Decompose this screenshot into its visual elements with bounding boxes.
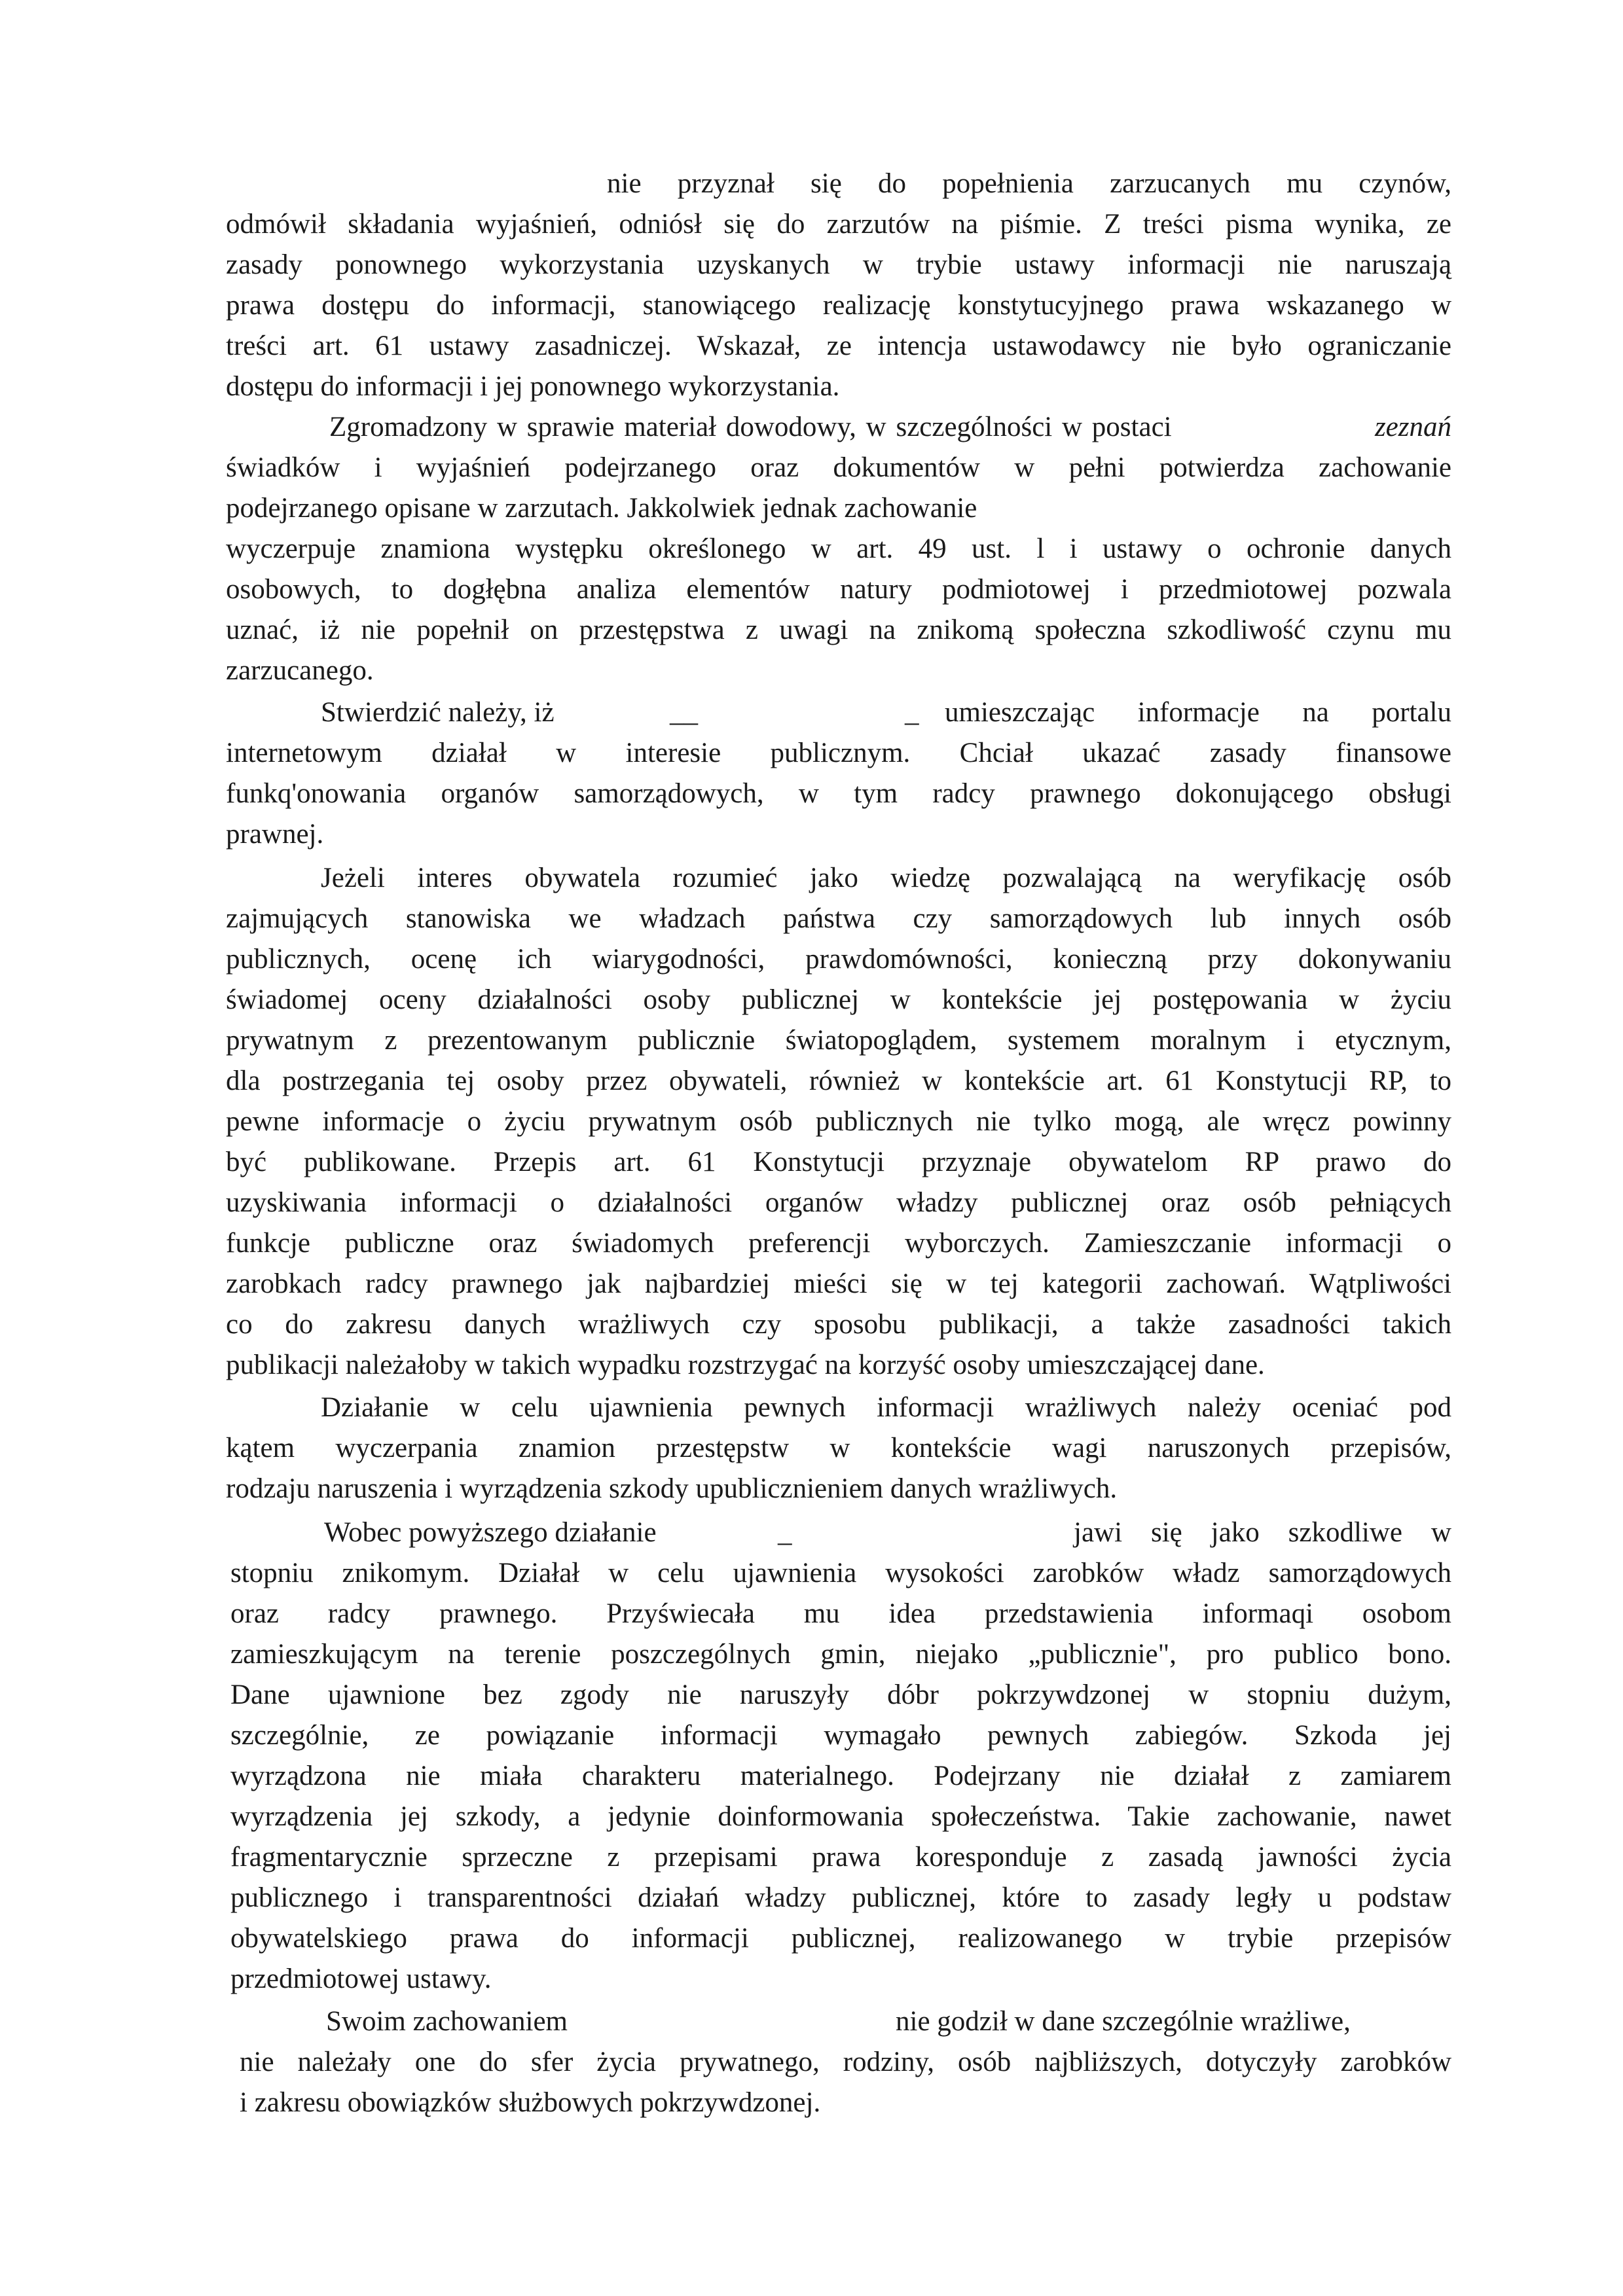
text-line: internetowym działał w interesie publicznym. Chciał ukazać zasady finansowe bbox=[226, 738, 1451, 768]
text-line: treści art. 61 ustawy zasadniczej. Wskazał, ze intencja ustawodawcy nie było ograniczanie bbox=[226, 331, 1451, 361]
text-line: Działanie w celu ujawnienia pewnych informacji wrażliwych należy oceniać pod bbox=[321, 1392, 1451, 1423]
text-line: co do zakresu danych wrażliwych czy sposobu publikacji, a także zasadności takich bbox=[226, 1309, 1451, 1340]
italic-word: zeznań bbox=[1374, 412, 1451, 442]
text-line: osobowych, to dogłębna analiza elementów natury podmiotowej i przedmiotowej pozwala bbox=[226, 574, 1451, 605]
text-line: zamieszkującym na terenie poszczególnych gmin, niejako „publicznie", pro publico bono. bbox=[230, 1639, 1451, 1670]
text-line: świadomej oceny działalności osoby publicznej w kontekście jej postępowania w życiu bbox=[226, 984, 1451, 1015]
text-line: Stwierdzić należy, iż bbox=[321, 697, 555, 728]
text-line: zajmujących stanowiska we władzach państwa czy samorządowych lub innych osób bbox=[226, 903, 1451, 934]
redaction-mark: _ bbox=[905, 697, 919, 728]
text-line: prywatnym z prezentowanym publicznie światopoglądem, systemem moralnym i etycznym, bbox=[226, 1025, 1451, 1056]
text-line: rodzaju naruszenia i wyrządzenia szkody upublicznieniem danych wrażliwych. bbox=[226, 1473, 1118, 1504]
text-span: Zgromadzony w sprawie materiał dowodowy, w szczególności w postaci bbox=[329, 412, 1172, 442]
text-line: wyrządzenia jej szkody, a jedynie doinformowania społeczeństwa. Takie zachowanie, nawet bbox=[230, 1801, 1451, 1832]
text-line: zarzucanego. bbox=[226, 655, 374, 686]
text-line: nie godził w dane szczególnie wrażliwe, bbox=[896, 2006, 1351, 2037]
text-line bbox=[329, 407, 1451, 448]
text-line: kątem wyczerpania znamion przestępstw w kontekście wagi naruszonych przepisów, bbox=[226, 1433, 1451, 1463]
text-line: Swoim zachowaniem bbox=[326, 2006, 568, 2037]
text-line: stopniu znikomym. Działał w celu ujawnienia wysokości zarobków władz samorządowych bbox=[230, 1558, 1451, 1588]
text-line: szczególnie, ze powiązanie informacji wymagało pewnych zabiegów. Szkoda jej bbox=[230, 1720, 1451, 1751]
text-line: obywatelskiego prawa do informacji publicznej, realizowanego w trybie przepisów bbox=[230, 1923, 1451, 1954]
text-line: być publikowane. Przepis art. 61 Konstytucji przyznaje obywatelom RP prawo do bbox=[226, 1147, 1451, 1177]
text-line: Dane ujawnione bez zgody nie naruszyły dóbr pokrzywdzonej w stopniu dużym, bbox=[230, 1679, 1451, 1710]
text-line: umieszczając informacje na portalu bbox=[945, 697, 1451, 728]
text-line: zasady ponownego wykorzystania uzyskanych w trybie ustawy informacji nie naruszają bbox=[226, 249, 1451, 280]
text-line: funkcje publiczne oraz świadomych preferencji wyborczych. Zamieszczanie informacji o bbox=[226, 1228, 1451, 1259]
redaction-mark: __ bbox=[670, 697, 698, 728]
text-line: świadków i wyjaśnień podejrzanego oraz dokumentów w pełni potwierdza zachowanie bbox=[226, 452, 1451, 483]
text-line: i zakresu obowiązków służbowych pokrzywdzonej. bbox=[240, 2087, 821, 2118]
text-line: prawa dostępu do informacji, stanowiącego realizację konstytucyjnego prawa wskazanego w bbox=[226, 290, 1451, 321]
text-line: publicznego i transparentności działań władzy publicznej, które to zasady legły u podstaw bbox=[230, 1882, 1451, 1913]
redaction-mark: _ bbox=[778, 1517, 792, 1548]
text-line: Wobec powyższego działanie bbox=[324, 1517, 657, 1548]
text-line: nie należały one do sfer życia prywatnego, rodziny, osób najbliższych, dotyczyły zarobków bbox=[240, 2047, 1451, 2077]
text-line: fragmentarycznie sprzeczne z przepisami prawa koresponduje z zasadą jawności życia bbox=[230, 1842, 1451, 1873]
text-line: wyrządzona nie miała charakteru materialnego. Podejrzany nie działał z zamiarem bbox=[230, 1761, 1451, 1791]
text-line: dla postrzegania tej osoby przez obywateli, również w kontekście art. 61 Konstytucji RP, to bbox=[226, 1066, 1451, 1096]
text-line: pewne informacje o życiu prywatnym osób publicznych nie tylko mogą, ale wręcz powinny bbox=[226, 1106, 1451, 1137]
text-line: publicznych, ocenę ich wiarygodności, prawdomówności, konieczną przy dokonywaniu bbox=[226, 944, 1451, 975]
text-line: Jeżeli interes obywatela rozumieć jako wiedzę pozwalającą na weryfikację osób bbox=[321, 863, 1451, 893]
text-line: odmówił składania wyjaśnień, odniósł się do zarzutów na piśmie. Z treści pisma wynika, ze bbox=[226, 209, 1451, 240]
text-line: zarobkach radcy prawnego jak najbardziej mieści się w tej kategorii zachowań. Wątpliwości bbox=[226, 1268, 1451, 1299]
text-line: uzyskiwania informacji o działalności organów władzy publicznej oraz osób pełniących bbox=[226, 1187, 1451, 1218]
text-line: uznać, iż nie popełnił on przestępstwa z uwagi na znikomą społeczna szkodliwość czynu mu bbox=[226, 615, 1451, 645]
text-line: oraz radcy prawnego. Przyświecała mu idea przedstawienia informaqi osobom bbox=[230, 1598, 1451, 1629]
text-line: podejrzanego opisane w zarzutach. Jakkolwiek jednak zachowanie bbox=[226, 493, 977, 524]
text-line: prawnej. bbox=[226, 819, 324, 850]
text-line: funkq'onowania organów samorządowych, w tym radcy prawnego dokonującego obsługi bbox=[226, 778, 1451, 809]
text-line: publikacji należałoby w takich wypadku rozstrzygać na korzyść osoby umieszczającej dane. bbox=[226, 1350, 1265, 1380]
text-line: nie przyznał się do popełnienia zarzucanych mu czynów, bbox=[607, 168, 1451, 199]
text-line: przedmiotowej ustawy. bbox=[230, 1964, 492, 1994]
text-line: dostępu do informacji i jej ponownego wykorzystania. bbox=[226, 371, 840, 402]
text-line: jawi się jako szkodliwe w bbox=[1074, 1517, 1451, 1548]
text-line: wyczerpuje znamiona występku określonego w art. 49 ust. l i ustawy o ochronie danych bbox=[226, 533, 1451, 564]
